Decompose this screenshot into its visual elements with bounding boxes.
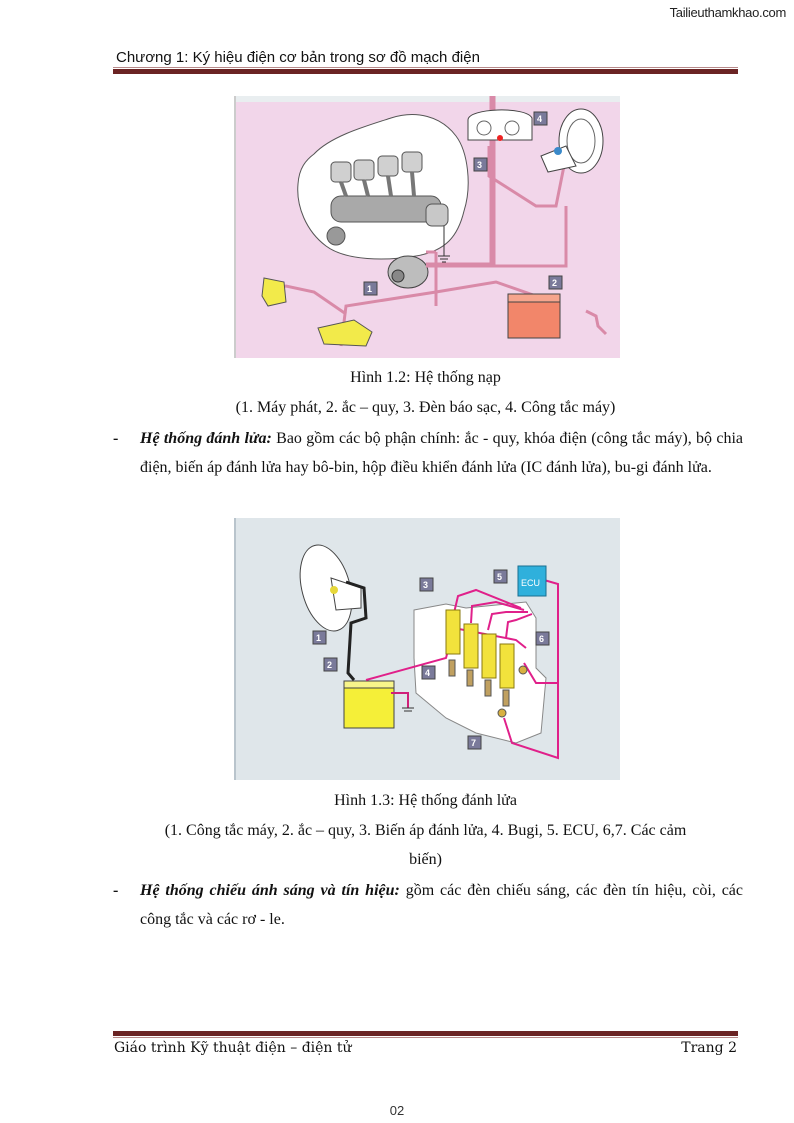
sensor-icon [519,666,527,674]
svg-text:4: 4 [537,114,543,124]
watermark: Tailieuthamkhao.com [669,5,786,20]
svg-text:6: 6 [539,634,545,644]
label-3 [420,578,433,591]
figure-1-3-caption: Hình 1.3: Hệ thống đánh lửa [334,792,517,809]
svg-text:7: 7 [471,738,477,748]
footer-book-title: Giáo trình Kỹ thuật điện – điện tử [114,1040,352,1056]
chapter-title: Chương 1: Ký hiệu điện cơ bản trong sơ đồ mạch điện [116,49,480,66]
svg-text:4: 4 [425,668,431,678]
label-5 [494,570,507,583]
paragraph-text: gồm các đèn chiếu sáng, các đèn tín hiệu, còi, các công tắc và các rơ - le. [140,882,743,928]
bullet-dash: - [113,430,119,447]
label-7 [468,736,481,749]
steering-wheel-icon [541,109,603,173]
battery-icon [344,681,394,728]
bullet-dash: - [113,882,119,899]
paragraph-lead: Hệ thống chiếu ánh sáng và tín hiệu: [140,882,400,899]
label-6 [536,632,549,645]
page-number: 02 [389,1103,405,1118]
charging-system-diagram [236,96,620,358]
footer-rule [113,1031,738,1036]
figure-1-2-legend: (1. Máy phát, 2. ắc – quy, 3. Đèn báo sạc, 4. Công tắc máy) [235,399,616,416]
alternator-icon [388,256,428,288]
svg-text:2: 2 [552,278,558,288]
paragraph-lighting-signal-system [113,876,743,934]
label-3 [474,158,487,171]
label-1 [364,282,377,295]
svg-text:5: 5 [497,572,503,582]
paragraph-ignition-system [113,424,743,482]
ecu-icon [518,566,546,596]
ignition-switch [330,586,338,594]
label-4 [422,666,435,679]
svg-text:3: 3 [423,580,429,590]
figure-charging-system [234,96,620,358]
sensor-icon [498,709,506,717]
charge-warning-lamp [497,135,503,141]
figure-1-2-caption: Hình 1.2: Hệ thống nạp [350,369,501,386]
paragraph-lead: Hệ thống đánh lửa: [140,430,272,447]
lamp-icon [262,278,286,306]
label-2 [549,276,562,289]
battery-icon [508,294,560,338]
figure-ignition-system [234,518,620,780]
engine-outline [298,115,468,259]
figure-1-3-legend-line2: biến) [409,851,442,868]
svg-text:3: 3 [477,160,483,170]
footer-page-label: Trang 2 [681,1040,737,1056]
svg-text:2: 2 [327,660,333,670]
ignition-switch [554,147,562,155]
paragraph-text: Bao gồm các bộ phận chính: ắc - quy, khóa điện (công tắc máy), bộ chia điện, biến áp đánh lửa hay bô-bin, hộp điều khiển đánh lửa (IC đánh lửa), bu-gi đánh lửa. [140,430,743,476]
header-rule [113,69,738,74]
ignition-system-diagram [236,518,620,780]
svg-text:1: 1 [316,633,322,643]
label-4 [534,112,547,125]
svg-text:1: 1 [367,284,373,294]
lamp-icon [318,320,372,346]
ecu-text: ECU [521,578,541,588]
figure-1-3-legend-line1: (1. Công tắc máy, 2. ắc – quy, 3. Biến áp đánh lửa, 4. Bugi, 5. ECU, 6,7. Các cảm [164,822,687,839]
dashboard-icon [468,110,532,141]
label-2 [324,658,337,671]
label-1 [313,631,326,644]
